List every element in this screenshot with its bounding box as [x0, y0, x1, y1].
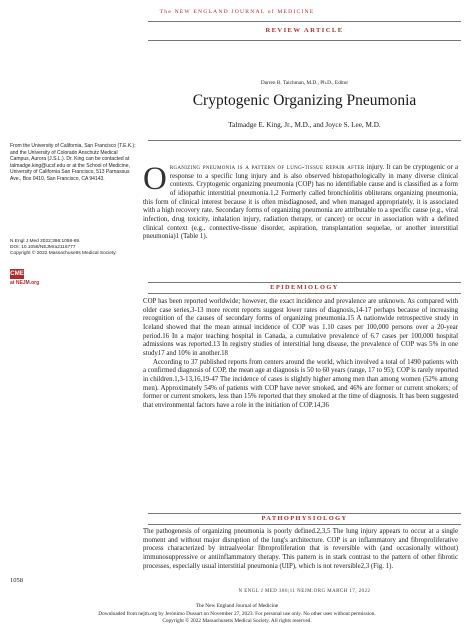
patho-rule-top — [148, 513, 461, 514]
pathophysiology-section — [143, 528, 458, 571]
pathophysiology-heading: PATHOPHYSIOLOGY — [261, 515, 348, 522]
epidemiology-paragraph-1: COP has been reported worldwide; however, the exact incidence and prevalence are unknown. As compared with older case series,3-13 more recent reports suggest lower rates of diagnosis,14-17 perhaps because of increasing recognition of the causes of secondary forms of organizing pneumonia.15 A nationwide retrospective study in Iceland showed that the mean annual incidence of COP was 1.10 cases per 100,000 persons over a 20-year period.16 In a major teaching hospital in Canada, a cumulative prevalence of 6.7 cases per 100,000 hospital admissions was reported.13 In registry studies of interstitial lung disease, the prevalence of COP was 5% in one study17 and 10% in another.18 — [143, 298, 458, 357]
intro-paragraph — [143, 161, 458, 242]
epidemiology-section — [143, 298, 458, 411]
cme-badge[interactable]: CME — [10, 270, 24, 277]
epidemiology-paragraph-2: According to 37 published reports from centers around the world, which involved a total of 1490 patients with a confirmed diagnosis of COP, the mean age at diagnosis is 50 to 60 years (range, 17 to 95); COP is rarely reported in children.1,3-13,16,19-47 The incidence of cases is slightly higher among men than among women (52% among men). Approximately 54% of patients with COP have never smoked, and 46% are former or current smokers; of former or current smokers, less than 15% reported that they smoked at the time of diagnosis. It has been suggested that environmental factors have a role in the initiation of COP.14,36 — [143, 358, 458, 409]
citation-copyright: Copyright © 2022 Massachusetts Medical Society. — [10, 251, 117, 257]
intro-text: injury. It can be cryptogenic or a response to a specific lung injury and is also observed histopathologically in many diverse clinical contexts. Cryptogenic organizing pneumonia (COP) has no identifiable cause and is classified as a form of idiopathic interstitial pneumonia.1,2 Formerly called bronchiolitis obliterans organizing pneumonia, this form of clinical interest because it is often misdiagnosed, and when managed appropriately, it is associated with a high recovery rate. Secondary forms of organizing pneumonia are attributable to a specific cause (e.g., viral infection, drug toxicity, inhalation injury, radiation therapy, or cancer) or occur in association with a defined clinical context (e.g., connective-tissue disorder, aspiration, transplantation sequelae, or another interstitial pneumonia)1 (Table 1). — [143, 164, 458, 241]
epi-rule-top — [148, 282, 461, 283]
header-rule-bottom — [148, 40, 461, 41]
citation-block — [10, 239, 138, 258]
section-label: REVIEW ARTICLE — [265, 27, 344, 34]
download-notice — [0, 603, 474, 626]
pathophysiology-paragraph-1: The pathogenesis of organizing pneumonia is poorly defined.2,3,5 The lung injury appears to occur at a single moment and without major disruption of the lung's architecture. COP is an inflammatory and fibroproliferative process characterized by intraalveolar fibroproliferation that is reversible with (and occasionally without) immunosuppressive or antiinflammatory therapy. This pattern is in stark contrast to the pattern of other fibrotic processes, especially usual interstitial pneumonia (UIP), which is not reversible2,3 (Fig. 1). — [143, 528, 458, 570]
article-authors: Talmadge E. King, Jr., M.D., and Joyce S. Lee, M.D. — [228, 121, 381, 129]
journal-header: The NEW ENGLAND JOURNAL of MEDICINE — [159, 9, 315, 15]
epidemiology-heading: EPIDEMIOLOGY — [270, 284, 339, 291]
title-rule — [148, 140, 461, 141]
citation-doi: DOI: 10.1056/NEJMra2116777 — [10, 245, 76, 251]
citation-line: N Engl J Med 2022;386:1058-69. — [10, 239, 81, 244]
article-title: Cryptogenic Organizing Pneumonia — [192, 92, 417, 109]
page-number: 1058 — [10, 577, 23, 584]
intro-smallcaps: rganizing pneumonia is a pattern of lung-tissue repair after — [169, 164, 365, 171]
footer-copyright: Copyright © 2022 Massachusetts Medical Society. All rights reserved. — [162, 618, 312, 624]
epi-rule-bottom — [148, 293, 461, 294]
patho-rule-bottom — [148, 524, 461, 525]
footer-journal: The New England Journal of Medicine — [195, 603, 279, 609]
cme-link[interactable]: at NEJM.org — [10, 280, 40, 286]
running-footer: N ENGL J MED 386;11 NEJM.ORG MARCH 17, 2022 — [238, 589, 371, 594]
footer-download: Downloaded from nejm.org by Jerónimo Dussart on November 27, 2023. For personal use only. No other uses without permission. — [98, 610, 376, 617]
author-affiliation: From the University of California, San Francisco (T.E.K.); and the University of Colorado Anschutz Medical Campus, Aurora (J.S.L.). Dr. King can be contacted at talmadge.king@ucsf.edu or at the School of Medicine, University of California San Francisco, 513 Parnassus Ave., Box 0410, San Francisco, CA 94143. — [10, 143, 136, 182]
drop-cap: O — [143, 161, 167, 197]
header-rule-top — [148, 21, 461, 22]
editor-line: Darren B. Taichman, M.D., Ph.D., Editor — [260, 80, 349, 86]
